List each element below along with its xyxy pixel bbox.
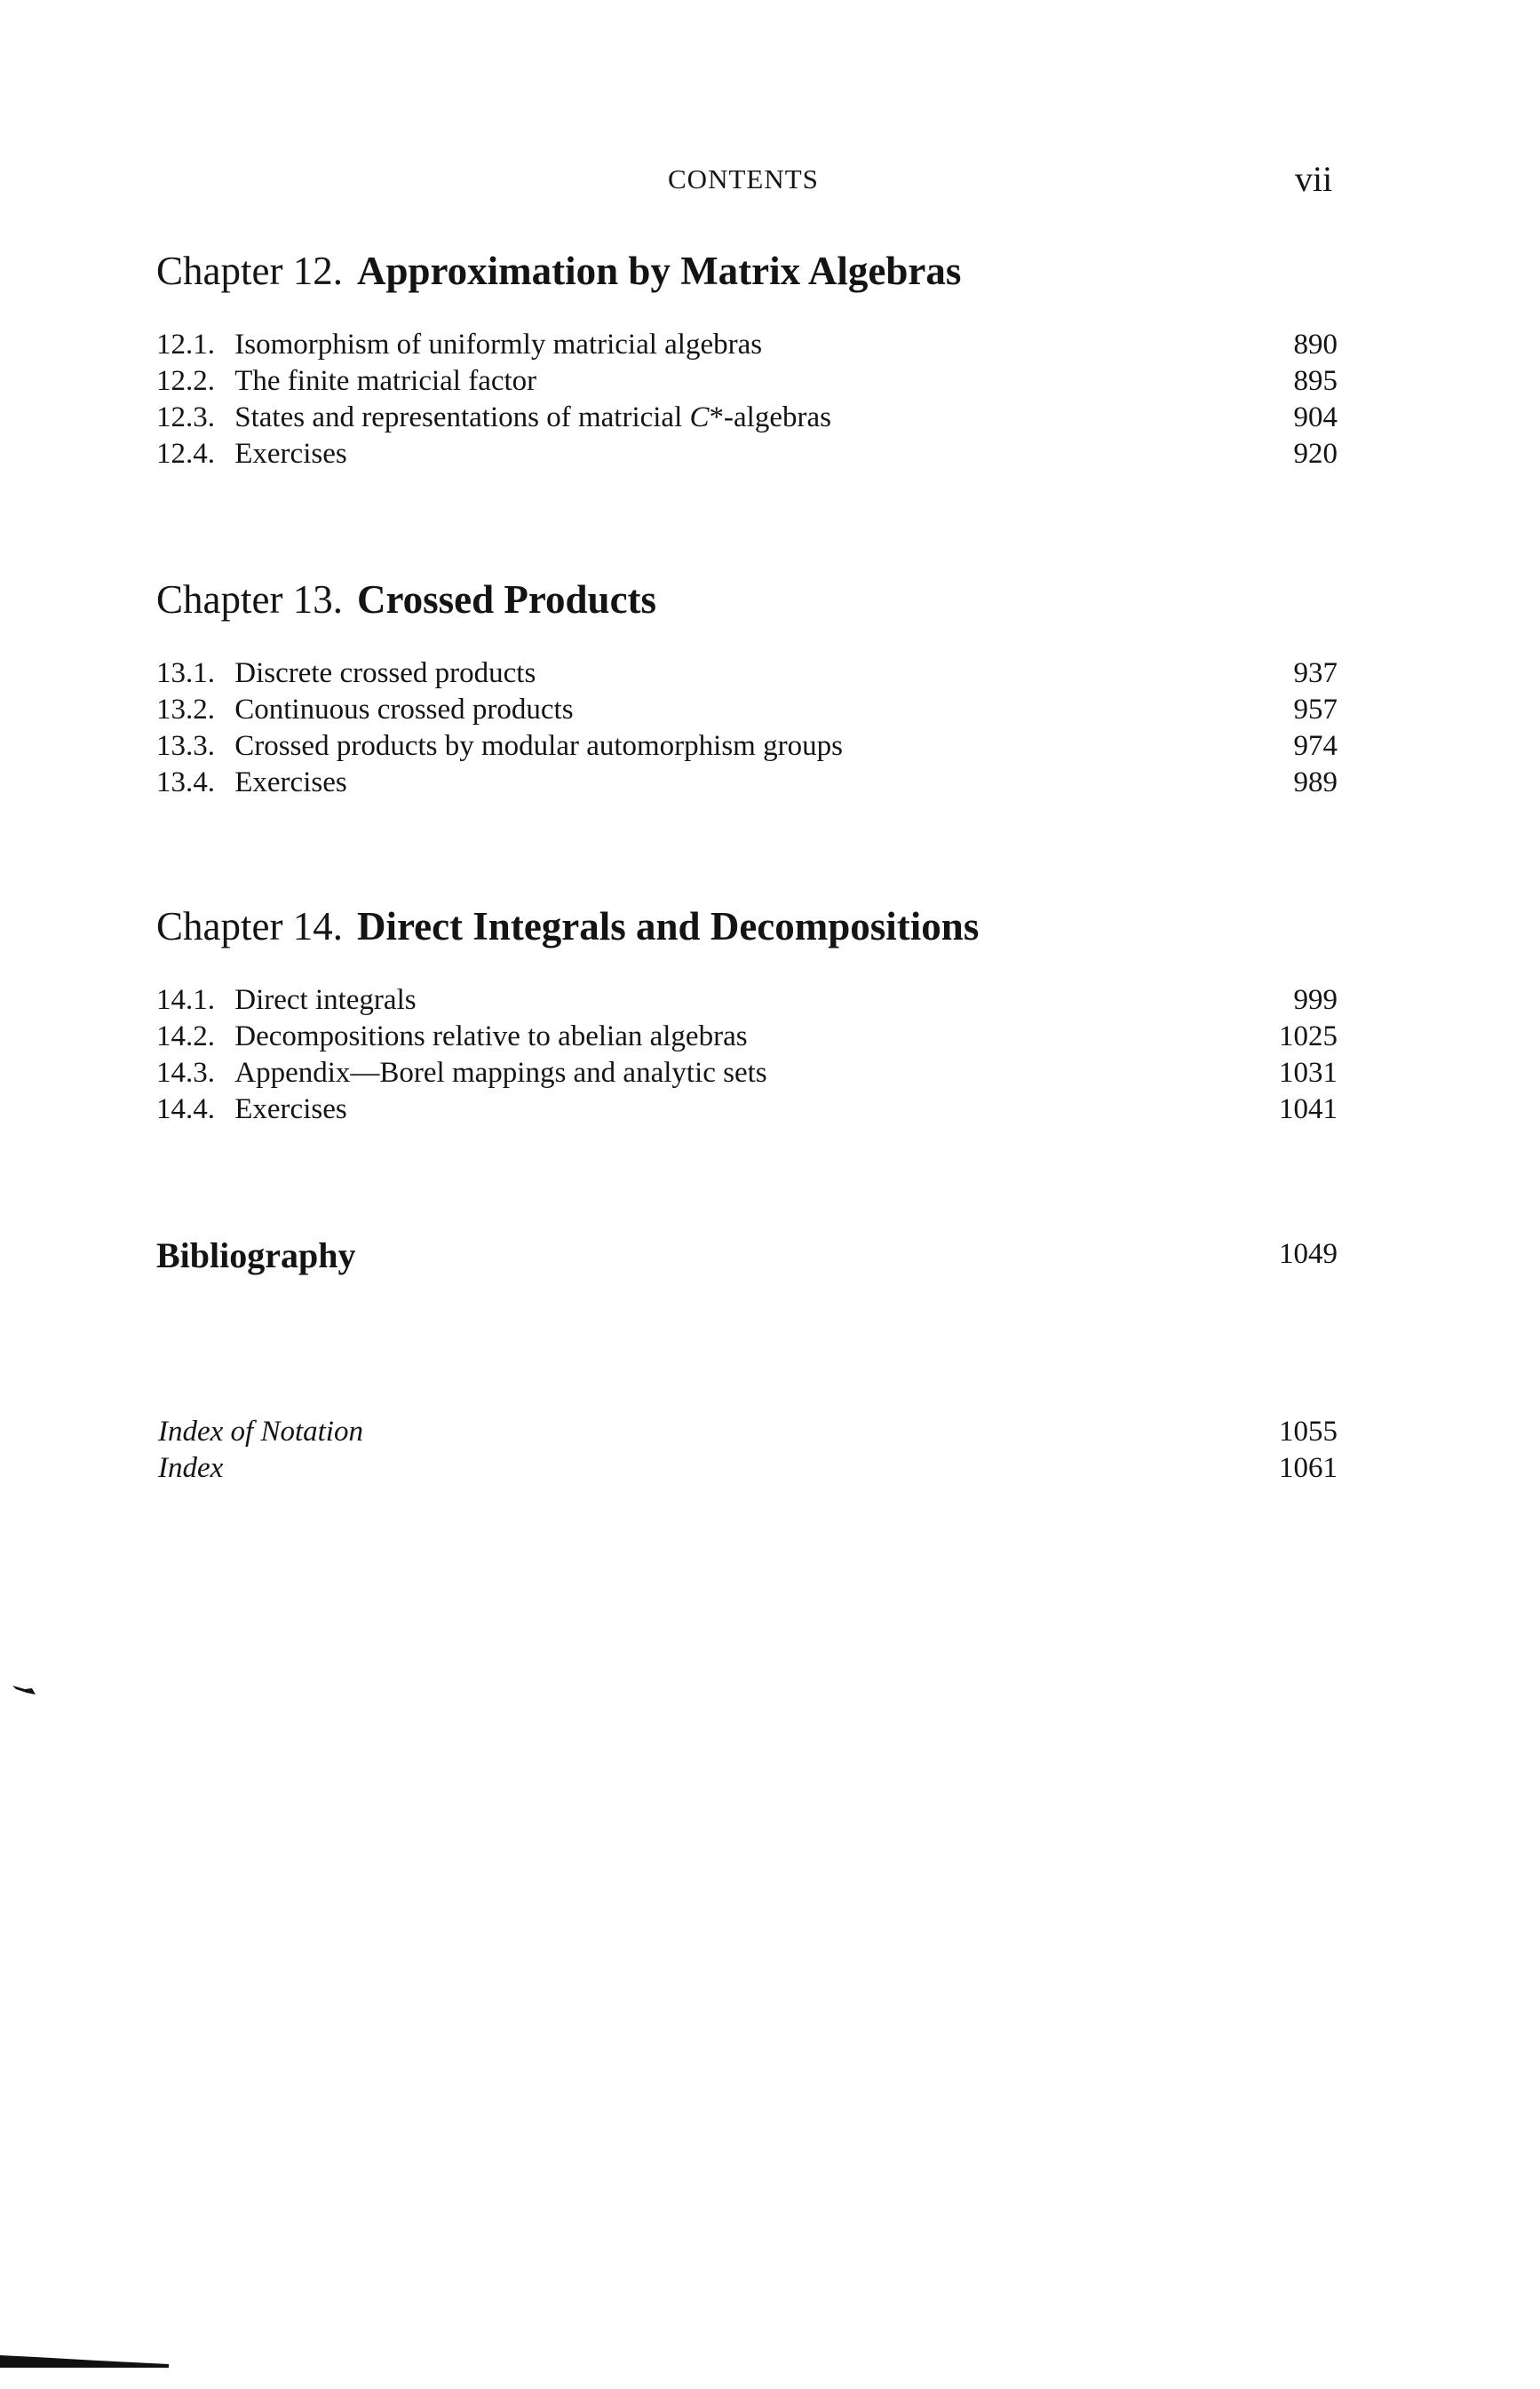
section-page: 1041	[1279, 1093, 1338, 1125]
bibliography-entry	[156, 1231, 1338, 1281]
chapter-14	[156, 902, 1338, 1128]
toc-entry	[156, 1091, 1338, 1128]
toc-entry	[156, 400, 1338, 436]
running-head	[0, 159, 1540, 199]
section-number: 14.1.	[156, 984, 215, 1016]
index-page: 1061	[1279, 1452, 1338, 1484]
section-page: 989	[1293, 766, 1338, 798]
section-page: 904	[1293, 401, 1338, 433]
toc-entry	[156, 363, 1338, 400]
chapter-heading	[156, 902, 1338, 950]
toc-entry	[156, 1055, 1338, 1091]
bibliography-page: 1049	[1279, 1238, 1338, 1270]
section-page: 957	[1293, 694, 1338, 726]
toc-entry	[156, 728, 1338, 765]
section-page: 999	[1293, 984, 1338, 1016]
chapter-heading	[156, 575, 1338, 623]
section-title: Direct integrals	[234, 984, 417, 1016]
chapter-number: Chapter 12.	[156, 249, 343, 293]
section-title: Continuous crossed products	[234, 694, 574, 726]
section-title: Exercises	[234, 766, 347, 798]
index-list	[158, 1414, 1338, 1487]
section-page: 920	[1293, 438, 1338, 470]
section-page: 1025	[1279, 1020, 1338, 1052]
toc-entry	[156, 765, 1338, 801]
section-number: 14.3.	[156, 1057, 215, 1089]
section-list	[156, 982, 1338, 1128]
running-title: CONTENTS	[668, 163, 819, 194]
section-number: 12.3.	[156, 401, 215, 433]
section-title: Exercises	[234, 1093, 347, 1125]
section-page: 895	[1293, 365, 1338, 397]
toc-entry	[156, 1019, 1338, 1055]
bibliography-title: Bibliography	[156, 1235, 356, 1275]
section-page: 937	[1293, 657, 1338, 689]
section-number: 12.4.	[156, 438, 215, 470]
section-list	[156, 327, 1338, 472]
section-number: 13.3.	[156, 730, 215, 762]
toc-entry	[156, 692, 1338, 728]
index-entry	[158, 1414, 1338, 1450]
chapter-12	[156, 247, 1338, 472]
chapter-heading	[156, 247, 1338, 295]
toc-entry	[156, 327, 1338, 363]
section-number: 14.4.	[156, 1093, 215, 1125]
section-title: Exercises	[234, 438, 347, 470]
toc-entry	[156, 982, 1338, 1019]
section-number: 14.2.	[156, 1020, 215, 1052]
index-title: Index	[158, 1452, 224, 1484]
section-title: Crossed products by modular automorphism groups	[234, 730, 843, 762]
toc-entry	[156, 655, 1338, 692]
section-title: Appendix—Borel mappings and analytic sets	[234, 1057, 767, 1089]
index-page: 1055	[1279, 1416, 1338, 1448]
page-number: vii	[1295, 159, 1333, 199]
section-title: The finite matricial factor	[234, 365, 537, 397]
index-title: Index of Notation	[158, 1416, 363, 1448]
section-number: 13.4.	[156, 766, 215, 798]
toc-entry	[156, 436, 1338, 472]
chapter-13	[156, 575, 1338, 801]
section-number: 13.2.	[156, 694, 215, 726]
section-title: Isomorphism of uniformly matricial algebras	[234, 329, 763, 361]
section-page: 890	[1293, 329, 1338, 361]
section-title: States and representations of matricial C*-algebras	[234, 401, 831, 433]
section-list	[156, 655, 1338, 801]
chapter-title: Crossed Products	[356, 577, 657, 622]
section-page: 1031	[1279, 1057, 1338, 1089]
chapter-title: Direct Integrals and Decompositions	[356, 904, 980, 948]
section-page: 974	[1293, 730, 1338, 762]
chapter-title: Approximation by Matrix Algebras	[356, 249, 962, 293]
chapter-number: Chapter 13.	[156, 577, 343, 622]
index-entry	[158, 1450, 1338, 1487]
section-number: 13.1.	[156, 657, 215, 689]
scan-mark	[12, 1684, 36, 1695]
section-title: Discrete crossed products	[234, 657, 536, 689]
section-title: Decompositions relative to abelian algebras	[234, 1020, 748, 1052]
chapter-number: Chapter 14.	[156, 904, 343, 948]
section-number: 12.1.	[156, 329, 215, 361]
scan-edge-mark	[0, 2355, 169, 2368]
section-number: 12.2.	[156, 365, 215, 397]
